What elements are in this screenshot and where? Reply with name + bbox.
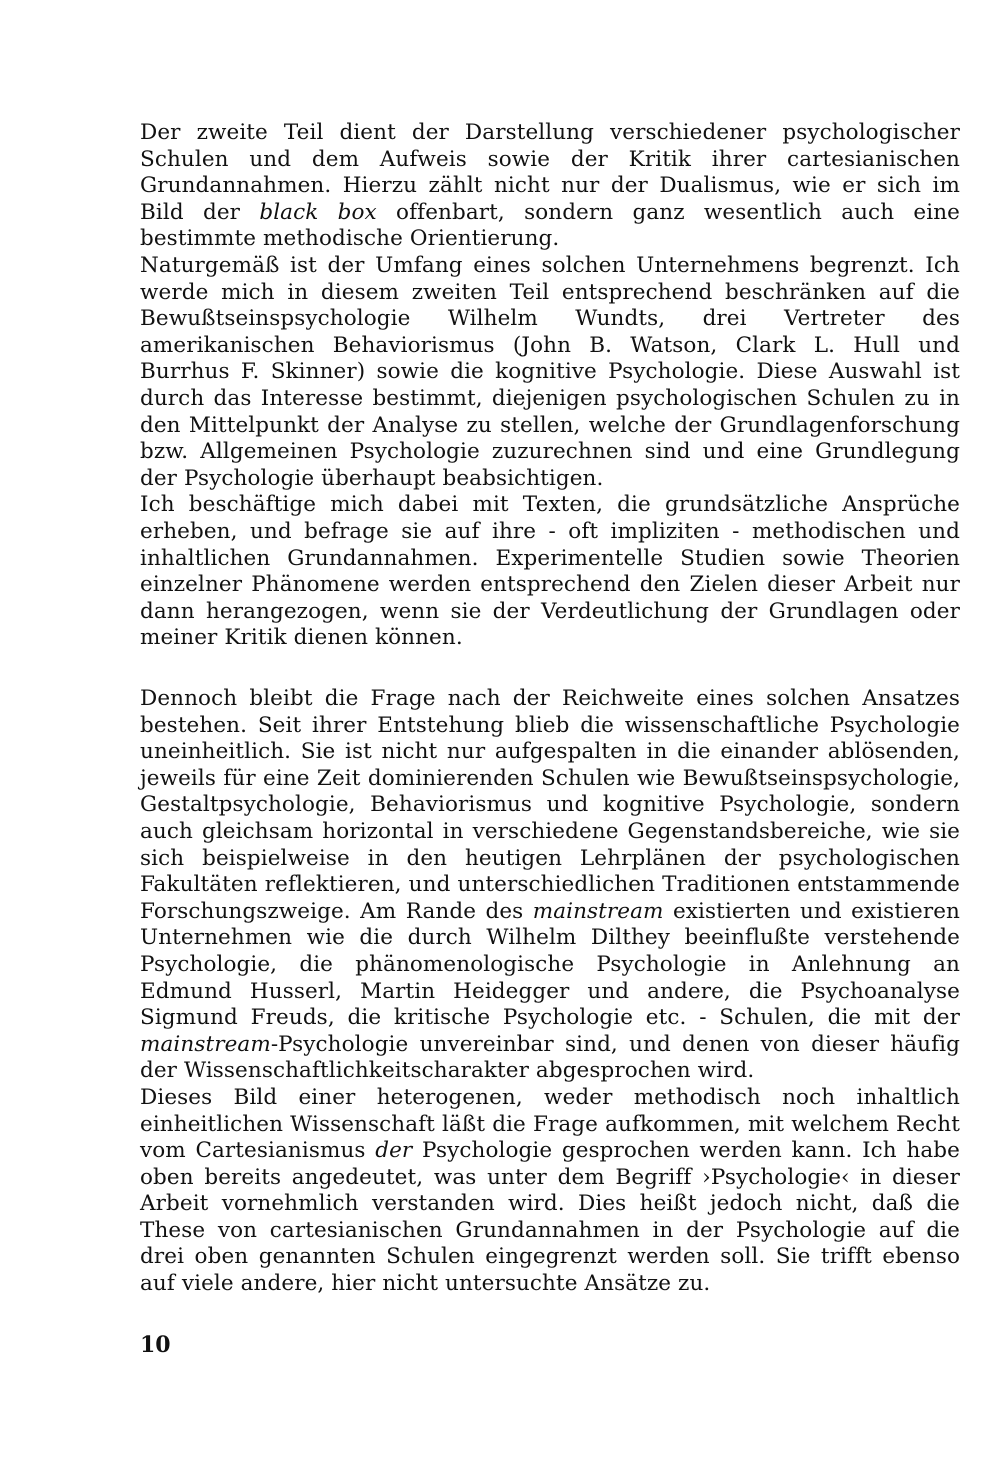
page-number: 10 [140,1332,171,1358]
paragraph-reach-of-approach [140,686,960,1085]
paragraph-text: Psychologie gesprochen werden kann. Ich habe oben bereits angedeutet, was unter dem Begriff ›Psychologie‹ in dieser Arbeit vornehmlich verstanden wird. Dies heißt jedoch nicht, daß die These von cartesianischen Grundannahmen in der Psychologie auf die drei oben genannten Schulen eingegrenzt werden soll. Sie trifft ebenso auf viele andere, hier nicht untersuchte Ansätze zu. [140,1138,960,1297]
emphasis-black-box: black box [259,199,377,225]
section-two [140,686,960,1298]
paragraph-text: Der zweite Teil dient der Darstellung verschiedener psychologischer Schulen und dem Aufweis sowie der Kritik ihrer cartesianischen Grundannahmen. Hierzu zählt nicht nur der Dualismus, wie er sich im Bild der [140,120,960,225]
emphasis-mainstream: mainstream [532,898,664,924]
paragraph-text: Dieses Bild einer heterogenen, weder methodisch noch inhaltlich einheitlichen Wissenschaft läßt die Frage aufkommen, mit welchem Recht vom Cartesianismus [140,1084,960,1164]
emphasis-der: der [375,1138,413,1164]
paragraph-text: -Psychologie unvereinbar sind, und denen von dieser häufig der Wissenschaftlichkeitscharakter abgesprochen wird. [140,1031,960,1084]
paragraph-scope: Naturgemäß ist der Umfang eines solchen Unternehmens begrenzt. Ich werde mich in diesem zweiten Teil entsprechend beschränken auf die Bewußtseinspsychologie Wilhelm Wundts, drei Vertreter des amerikanischen Behaviorismus (John B. Watson, Clark L. Hull und Burrhus F. Skinner) sowie die kognitive Psychologie. Diese Auswahl ist durch das Interesse bestimmt, diejenigen psychologischen Schulen zu in den Mittelpunkt der Analyse zu stellen, welche der Grundlagenforschung bzw. Allgemeinen Psychologie zuzurechnen sind und eine Grundlegung der Psychologie überhaupt beabsichtigen. [140,252,960,491]
paragraph-text: offenbart, sondern ganz wesentlich auch eine bestimmte methodische Orientierung. [140,199,960,252]
section-one [140,120,960,652]
paragraph-text: Dennoch bleibt die Frage nach der Reichweite eines solchen Ansatzes bestehen. Seit ihrer Entstehung blieb die wissenschaftliche Psychologie uneinheitlich. Sie ist nicht nur aufgespalten in die einander ablösenden, jeweils für eine Zeit dominierenden Schulen wie Bewußtseinspsychologie, Gestaltpsychologie, Behaviorismus und kognitive Psychologie, sondern auch gleichsam horizontal in verschiedene Gegenstandsbereiche, wie sie sich beispielweise in den heutigen Lehrplänen der psychologischen Fakultäten reflektieren, und unterschiedlichen Traditionen entstammende Forschungszweige. Am Rande des [140,686,960,924]
paragraph-cartesian-assumptions [140,120,960,253]
paragraph-texts-examined: Ich beschäftige mich dabei mit Texten, die grundsätzliche Ansprüche erheben, und befrage sie auf ihre - oft impliziten - methodischen und inhaltlichen Grundannahmen. Experimentelle Studien sowie Theorien einzelner Phänomene werden entsprechend den Zielen dieser Arbeit nur dann herangezogen, wenn sie der Verdeutlichung der Grundlagen oder meiner Kritik dienen können. [140,492,960,651]
paragraph-text: existierten und existieren Unternehmen wie die durch Wilhelm Dilthey beeinflußte verstehende Psychologie, die phänomenologische Psychologie in Anlehnung an Edmund Husserl, Martin Heidegger und andere, die Psychoanalyse Sigmund Freuds, die kritische Psychologie etc. - Schulen, die mit der [140,898,961,1031]
emphasis-mainstream: mainstream [140,1031,271,1057]
paragraph-heterogeneous-science [140,1085,960,1298]
